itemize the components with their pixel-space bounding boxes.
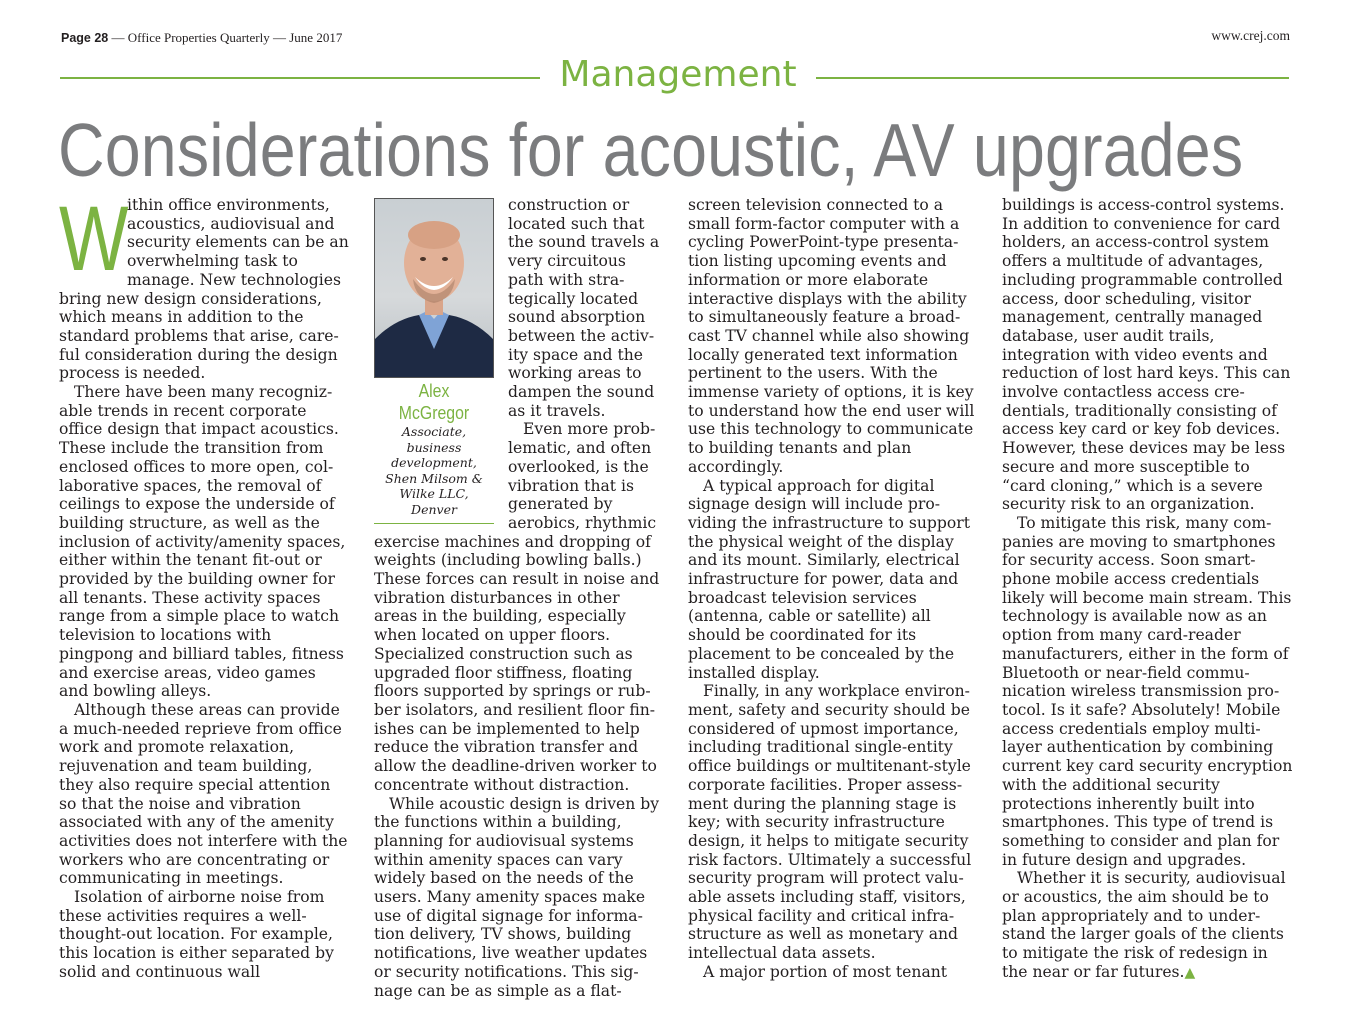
triangle-end-mark-icon: ▲ [1184, 964, 1196, 981]
paragraph: There have been many recognizable trends in recent corporate office design that impact acoustics. These include the transition from enclosed offices to more open, collaborative spaces, the removal of ceilings to expose the underside of building structure, as well as the inclusion of activity/amenity spaces, either within the tenant fit-out or provided by the building owner for all tenants. These activity spaces range from a simple place to watch television to locations with pingpong and billiard tables, fitness and exercise areas, video games and bowling alleys. [59, 383, 346, 701]
author-title: Associate, business development, Shen Milsom & Wilke LLC, Denver [385, 424, 483, 517]
paragraph: To mitigate this risk, many companies are moving to smartphones for security access. Soon smartphone mobile access credentials likely will become main stream. This technology is available now as an option from many card-reader manufacturers, either in the form of Bluetooth or near-field communication wireless transmission protocol. Is it safe? Absolutely! Mobile access credentials employ multilayer authentication by combining current key card security encryption with the additional security protections inherently built into smartphones. This type of trend is something to consider and plan for in future design and upgrades. [1002, 513, 1293, 869]
article-column-3 [688, 196, 980, 982]
page-number: Page 28 [61, 31, 109, 45]
paragraph: ithin office environments, acoustics, audiovisual and security elements can be an overwhelming task to manage. New technologies bring new design considerations, which means in addition to the standard problems that arise, careful consideration during the design process is needed. [59, 196, 349, 383]
publication-info: — Office Properties Quarterly — June 2017 [108, 30, 343, 45]
author-box [374, 198, 494, 524]
page-folio [61, 30, 342, 46]
author-rule [374, 523, 494, 524]
paragraph: construction or located such that the sound travels a very circuitous path with strategically located sound absorption between the activity space and the working areas to dampen the sound as it travels. [508, 196, 660, 420]
paragraph [1002, 869, 1294, 982]
paragraph: screen television connected to a small form-factor computer with a cycling PowerPoint-type presentation listing upcoming events and information or more elaborate interactive displays with the ability to simultaneously feature a broadcast TV channel while also showing locally generated text information pertinent to the users. With the immense variety of options, it is key to understand how the end user will use this technology to communicate to building tenants and plan accordingly. [688, 196, 975, 476]
author-photo [374, 198, 494, 378]
section-rule-right [816, 77, 1289, 79]
section-title: Management [559, 54, 797, 95]
article-column-1 [59, 188, 349, 982]
article-headline: Considerations for acoustic, AV upgrades [58, 108, 1244, 192]
paragraph: A major portion of most tenant [703, 962, 948, 981]
author-name: Alex McGregor [398, 381, 470, 423]
paragraph: A typical approach for digital signage design will include providing the infrastructure to support the physical weight of the display and its mount. Similarly, electrical infrastructure for power, data and broadcast television services (antenna, cable or satellite) all should be coordinated for its placement to be concealed by the installed display. [688, 476, 970, 682]
article-column-2 [374, 196, 666, 1000]
paragraph: buildings is access-control systems. In addition to convenience for card holders, an access-control system offers a multitude of advantages, including programmable controlled access, door scheduling, visitor management, centrally managed database, user audit trails, integration with video events and reduction of lost hard keys. This can involve contactless access credentials, traditionally consisting of access key card or key fob devices. However, these devices may be less secure and more susceptible to “card cloning,” which is a severe security risk to an organization. [1002, 196, 1291, 514]
paragraph-text: Whether it is security, audiovisual or acoustics, the aim should be to plan appropriately and to understand the larger goals of the clients to mitigate the risk of redesign in the near or far futures. [1002, 869, 1286, 981]
website-url: www.crej.com [1211, 28, 1290, 43]
paragraph: Finally, in any workplace environment, safety and security should be considered of upmost importance, including traditional single-entity office buildings or multitenant-style corporate facilities. Proper assessment during the planning stage is key; with security infrastructure design, it helps to mitigate security risk factors. Ultimately a successful security program will protect valuable assets including staff, visitors, physical facility and critical infrastructure as well as monetary and intellectual data assets. [688, 682, 972, 963]
section-rule-left [60, 77, 540, 79]
paragraph: Even more problematic, and often overlooked, is the vibration that is generated by aerobics, rhythmic exercise machines and dropping of weights (including bowling balls.) These forces can result in noise and vibration disturbances in other areas in the building, especially when located on upper floors. Specialized construction such as upgraded floor stiffness, floating floors supported by springs or rubber isolators, and resilient floor finishes can be implemented to help reduce the vibration transfer and allow the deadline-driven worker to concentrate without distraction. [374, 420, 660, 794]
paragraph: Although these areas can provide a much-needed reprieve from office work and promote relaxation, rejuvenation and team building, they also require special attention so that the noise and vibration associated with any of the amenity activities does not interfere with the workers who are concentrating or communicating in meetings. [59, 700, 348, 888]
drop-cap: W [59, 188, 129, 290]
paragraph: Isolation of airborne noise from these activities requires a well-thought-out location. For example, this location is either separated by solid and continuous wall [59, 888, 334, 981]
article-column-4 [1002, 196, 1294, 983]
paragraph: While acoustic design is driven by the functions within a building, planning for audiovisual systems within amenity spaces can vary widely based on the needs of the users. Many amenity spaces make use of digital signage for information delivery, TV shows, building notifications, live weather updates or security notifications. This signage can be as simple as a flat- [374, 794, 660, 1000]
